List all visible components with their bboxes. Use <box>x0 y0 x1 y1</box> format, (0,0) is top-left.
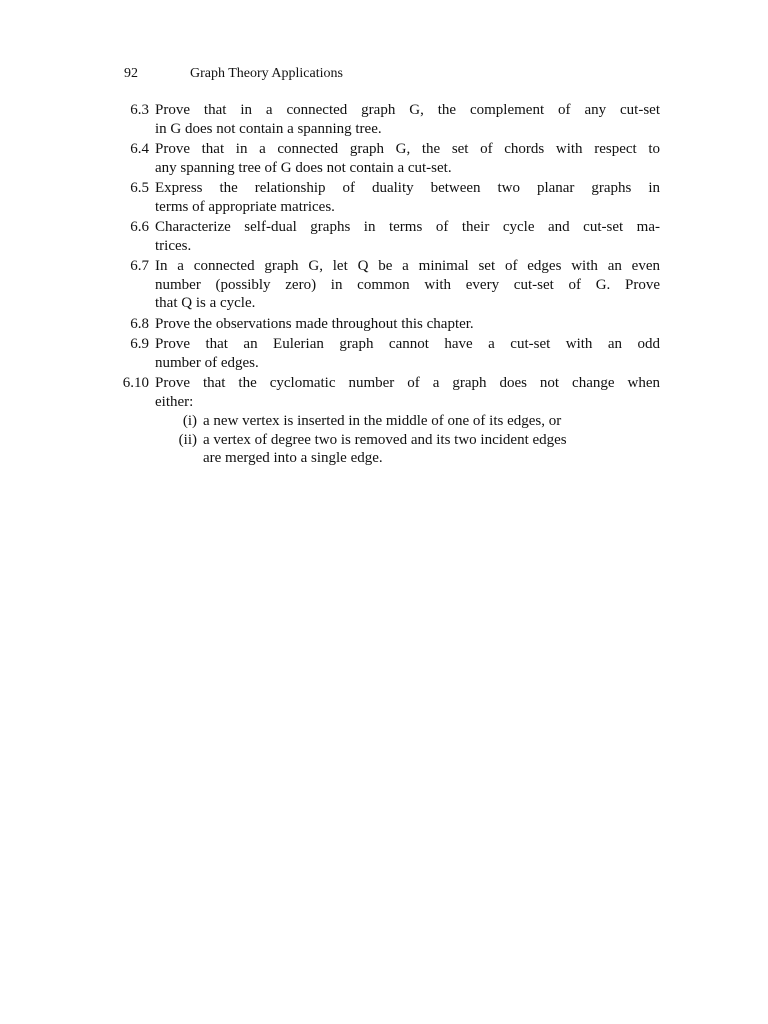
exercise-line: Prove that an Eulerian graph cannot have a cut-set with an odd <box>155 336 660 352</box>
exercise-line: Express the relationship of duality between two planar graphs in <box>155 180 660 196</box>
exercise-6-10 <box>100 374 660 468</box>
running-title: Graph Theory Applications <box>190 66 343 81</box>
exercise-number: 6.7 <box>130 258 149 274</box>
sub-item-line: are merged into a single edge. <box>203 450 383 466</box>
exercise-text <box>155 140 660 177</box>
exercise-line: Prove that the cyclomatic number of a graph does not change when <box>155 375 660 391</box>
exercise-number: 6.6 <box>130 219 149 235</box>
sub-item-number: (i) <box>182 413 197 429</box>
exercise-line: In a connected graph G, let Q be a minimal set of edges with an even <box>155 258 660 274</box>
exercise-line: Prove the observations made throughout this chapter. <box>155 315 474 332</box>
sub-item-i <box>155 412 660 431</box>
exercise-line: trices. <box>155 237 192 254</box>
sub-item-line: a new vertex is inserted in the middle of one of its edges, or <box>203 413 562 429</box>
exercise-line: Prove that in a connected graph G, the complement of any cut-set <box>155 102 660 118</box>
exercise-6-3 <box>100 101 660 138</box>
exercise-number: 6.4 <box>130 141 149 157</box>
exercise-line: in G does not contain a spanning tree. <box>155 120 382 137</box>
exercise-number: 6.3 <box>130 102 149 118</box>
exercise-text <box>155 257 660 313</box>
exercise-line: number of edges. <box>155 354 259 371</box>
sub-item-text <box>203 412 660 431</box>
exercise-number: 6.8 <box>130 315 149 332</box>
exercise-6-9 <box>100 335 660 372</box>
running-head <box>124 64 664 84</box>
exercise-line: Characterize self-dual graphs in terms of their cycle and cut-set ma- <box>155 219 660 235</box>
sub-item-list <box>155 412 660 468</box>
exercise-6-6 <box>100 218 660 255</box>
exercise-line: either: <box>155 393 194 410</box>
exercise-6-5 <box>100 179 660 216</box>
exercise-line: that Q is a cycle. <box>155 295 256 311</box>
exercise-text <box>155 101 660 138</box>
sub-item-ii <box>155 431 660 468</box>
exercise-6-4 <box>100 140 660 177</box>
exercise-text <box>155 315 660 334</box>
exercise-line: Prove that in a connected graph G, the set of chords with respect to <box>155 141 660 157</box>
exercise-number: 6.10 <box>122 375 149 391</box>
exercise-text <box>155 374 660 468</box>
exercise-line: terms of appropriate matrices. <box>155 198 335 215</box>
sub-item-number: (ii) <box>178 431 197 448</box>
exercise-6-8 <box>100 315 660 334</box>
sub-item-text <box>203 431 660 468</box>
exercise-number: 6.5 <box>130 180 149 196</box>
exercise-text <box>155 179 660 216</box>
sub-item-line: a vertex of degree two is removed and its two incident edges <box>203 431 567 448</box>
exercise-number: 6.9 <box>130 336 149 352</box>
exercise-line: number (possibly zero) in common with every cut-set of G. Prove <box>155 276 660 293</box>
exercise-text <box>155 218 660 255</box>
exercise-text <box>155 335 660 372</box>
page-number: 92 <box>124 66 138 81</box>
exercise-6-7 <box>100 257 660 313</box>
exercise-line: any spanning tree of G does not contain a cut-set. <box>155 159 452 176</box>
exercise-list <box>100 101 660 470</box>
